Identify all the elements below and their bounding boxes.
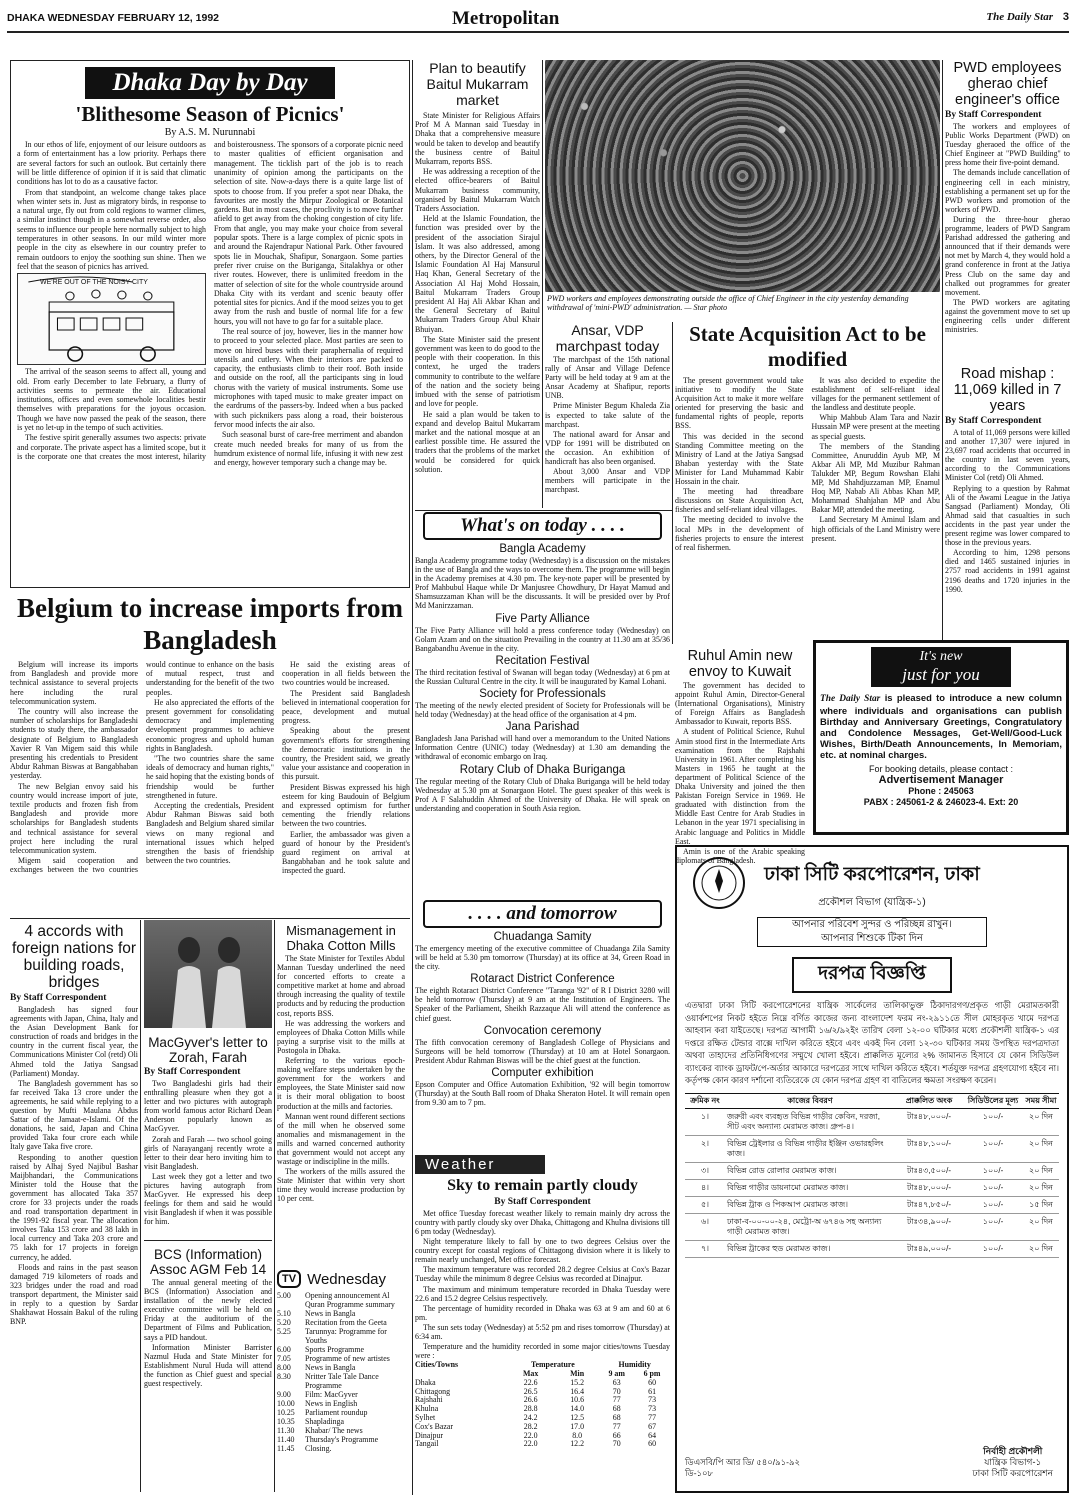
photo-caption: PWD workers and employees demonstrating outside the office of Chief Engineer in the city yesterday demanding withdrawal of 'mini-PWD' administration. — Star photo [547,294,909,312]
tv-show: Sports Programme [305,1345,364,1354]
weather-body: Met office Tuesday forecast weather likely to remain mainly dry across the country with partly cloudy sky over Dhaka, Chittagong and Khulna divisions till 6 pm today (Wednesday). Night temperature likely to fall by one to two degrees Celsius over the country except for coastal regions of Chittagong division where it is likely to remain nearly unchanged, Met office forecast. The maximum temperature was recorded 28.2 degree Celsius at Cox's Bazar Tuesday while the minimum 8 degree Celsius was recorded at Dinajpur. The maximum and minimum temperature recorded in Dhaka Tuesday were 22.6 and 15.2 degree Celsius respectively. The percentage of humidity recorded in Dhaka was 63 at 9 am and 60 at 6 pm. The sun sets today (Wednesday) at 5:52 pm and rises tomorrow (Thursday) at 6:34 am. Temperature and the humidity recorded in some major cities/towns Tuesday were : [415,1208,670,1361]
dcc-slogan-box: আপনার পরিবেশ সুন্দর ও পরিচ্ছন্ন রাখুন। আপনার শিশুকে টিকা দিন [757,917,987,947]
event-title: Rotary Club of Dhaka Buriganga [459,763,626,776]
belgium-headline: Belgium to increase imports from Bangladesh [17,593,403,655]
weather-headline: Sky to remain partly cloudy [447,1177,638,1194]
tv-show: Closing. [305,1444,332,1453]
cartoon-speech-text: WE'RE OUT OF THE NOISY CITY [40,279,148,287]
weather-row: Dinajpur 22.0 8.0 66 64 [415,1430,657,1440]
accords-headline: 4 accords with foreign nations for building roads, bridges [11,923,137,991]
section-title: Metropolitan [452,8,560,29]
dcc-table: ক্রমিক নং কাজের বিবরণ প্রাক্কলিত অংক সিডিউলের মূল্য সময় সীমা ১। জরুরী এবং ব্যবহৃত বিভিন্ন গাড়ীর কেবিন, দরজা, সীট এবং অন্যান্য মেরামত কাজ। গ্রুপ-৪। টাঃ৪৮,০০০/- ১০০/- ২০ দিন ২। বিভিন্ন ট্রেইলার ও বিভিন্ন গাড়ীর ইঞ্জিন ওভারহলিং কাজ। টাঃ৪৮,১০০/- ১০০/- ২০ দিন ৩। বিভিন্ন রোড রোলার মেরামত কাজ। টাঃ৪৩,৫০০/- ১০০/- ২০ দিন ৪। বিভিন্ন গাড়ীর ডায়নামো মেরামত কাজ। টাঃ৪৮,০০০/- ১০০/- ২০ দিন ৫। বিভিন্ন ট্রাক ও পিকআপ মেরামত কাজ। টাঃ৪৭,৮৫০/- ১০০/- ১৫ দিন ৬। ঢাকা-ব-০০-০০-২৪, মেট্রো-অ ৬৭৪৬ সহ অন্যান্য গাড়ী মেরামত কাজ। টাঃ৩৪,৯০০/- ১০০/- ২০ দিন ৭। বিভিন্ন ট্রাকের হুড মেরামত কাজ। টাঃ৪৯,০০০/- ১০০/- ২০ দিন [685,1093,1059,1258]
dcc-body: এতদ্বারা ঢাকা সিটি করপোরেশনের যান্ত্রিক সার্কেলের তালিকাভুক্ত ঠিকাদারগণ/প্রকৃত গাড়ী মেরামতকারী ওয়ার্কশপের নিকট হইতে নিম্নে বর্ণিত কাজের জন্য বাংলাদেশ ফরম নং-২৯১১তে সীল মোহরকৃত খামে দরপত্র আহবান করা যাইতেছে। দরপত্র আগামী ১৬/২/৯২ইং তারিখ বেলা ১২-০০ ঘটিকার মধ্যে প্রকৌশলী যান্ত্রিক-১ এর দপ্তরে রক্ষিত টেন্ডার বাক্সে দাখিল করিতে হইবে এবং একই দিন বেলা ১২-৩০ ঘটিকার সময় উপস্থিত দরপত্রদাতা অথবা তাহাদের প্রতিনিধিগণের সম্মুখে খোলা হইবে। প্রাক্কলিত মূল্যের ২% জামানত হিসাবে যে কোন সিডিউল ব্যাংকের ব্যাংক ড্রাফট/পে-অর্ডার আকারে দরপত্রের সাথে দাখিল করিতে হইবে। শর্তযুক্ত দরপত্র গ্রহণযোগ্য হইবে না। কর্তৃপক্ষ কোন কারণ দর্শানো ব্যতিরেকে যে কোন দরপত্র গ্রহণ বা বাতিলের ক্ষমতা সংরক্ষণ করেন। [685,1000,1059,1085]
dcc-dept: প্রকৌশল বিভাগ (যান্ত্রিক-১) [818,897,926,908]
ansar-article [545,322,670,507]
ad-banner: It's new just for you [871,647,1011,687]
tv-schedule-row [277,1318,405,1327]
macgyver-body: Two Bangladeshi girls had their enthralling pleasure when they got a letter and two pictures with autograph from world famous actor Richard Dean Anderson popularly known as MacGyver. Zorah and Farah — two school going girls of Narayanganj recently wrote a letter to their dear hero inviting him to visit Bangladesh. Last week they got a letter and two pictures having autograph from MacGyver. He expressed his deep feelings for them and said he would visit Bangladesh if when it was possible for him. [144,1079,272,1227]
rule [415,510,673,511]
accords-byline: By Staff Correspondent [10,993,107,1003]
tv-time: 11.40 [277,1435,295,1444]
rule [140,920,141,1492]
dcc-title: ঢাকা সিটি করপোরেশন, ঢাকা [764,864,980,885]
tomorrow-section [415,900,670,1152]
weather-row: Chittagong 26.5 16.4 70 61 [415,1386,657,1396]
belgium-article [10,592,410,915]
tv-schedule-row [277,1363,405,1372]
tv-schedule-row [277,1399,405,1408]
tv-show: Film: MacGyver [305,1390,358,1399]
tv-show: Khabar/ The news [305,1426,363,1435]
baitul-article [415,60,540,510]
daily-star-ad [813,640,1069,835]
tv-time: 8.30 [277,1372,291,1381]
pwd-crowd-photo [545,60,940,292]
ad-body: The Daily Star is pleased to introduce a new column where individuals and organisations can publish Birthday and Anniversary Greetings, Congratulatory and Condolence Messages, Get-Well/Good-Luck Wishes, Birth/Death Announcements, In Memoriam, etc. at nominal charges. [820,692,1062,760]
tomorrow-list [415,931,670,1107]
weather-table: Cities/Towns Temperature Humidity Max Min 9 am 6 pm Dhaka 22.6 15.2 63 60 Chittagong 26.5 16.4 70 61 Rajshahi 26.6 10.6 77 73 Khulna 28.8 14.0 68 73 Sylhet 24.2 12.5 68 77 Cox's Bazar 28.2 17.0 77 67 Dinajpur 22.0 8.0 66 64 Tangail 22.0 12.2 70 60 [415,1361,670,1449]
tender-row: ৩। বিভিন্ন রোড রোলার মেরামত কাজ। টাঃ৪৩,৫০০/- ১০০/- ২০ দিন [685,1162,1059,1179]
weather-byline: By Staff Correspondent [494,1196,591,1207]
masthead [7,8,1069,30]
event-body: Bangladesh Jana Parishad will hand over a memorandum to the United Nations Information Centre (UNIC) today (Wednesday) at 1.30 am demanding the withdrawal of economic embargo on Iraq. [415,734,670,762]
tv-show: Opening announcement Al Quran Programme summary [305,1291,395,1309]
tender-row: ৬। ঢাকা-ব-০০-০০-২৪, মেট্রো-অ ৬৭৪৬ সহ অন্যান্য গাড়ী মেরামত কাজ। টাঃ৩৪,৯০০/- ১০০/- ২০ দিন [685,1213,1059,1240]
mismanagement-article [277,920,405,1265]
road-article [945,366,1070,636]
ad-contact: For booking details, please contact : Advertisement Manager Phone : 245063 PABX : 245061-2 & 246023-4. Ext: 20 [863,764,1019,807]
weather-row: Sylhet 24.2 12.5 68 77 [415,1413,657,1423]
tv-time: 5.20 [277,1318,291,1327]
tv-schedule-row [277,1291,405,1309]
tv-header [277,1270,405,1288]
picnic-bus-cartoon [17,273,206,365]
tv-time: 11.45 [277,1444,295,1453]
event-title: Computer exhibition [491,1066,594,1079]
macgyver-article [144,1032,272,1237]
ansar-body: The marchpast of the 15th national rally of Ansar and Village Defence Party will be held today at 9 am at the Ansar Academy at Shafipur, reports UNB. Prime Minister Begum Khaleda Zia is expected to take salute of the marchpast. The national award for Ansar and VDP for 1991 will be distributed on the occasion. An exhibition of handicraft has also been organised. About 3,000 Ansar and VDP members will participate in the marchpast. [545,355,670,495]
dhaka-day-banner: Dhaka Day by Day [85,67,335,99]
tv-show: Recitation from the Geeta [305,1318,387,1327]
dcc-signature: নির্বাহী প্রকৌশলী যান্ত্রিক বিভাগ-১ ঢাকা সিটি করপোরেশন [972,1446,1053,1478]
tv-schedule-row [277,1309,405,1318]
road-body: A total of 11,069 persons were killed and another 17,307 were injured in 23,697 road accidents that occurred in the country in last seven years, according to the Communications Minister Col (retd) Oli Ahmed. Replying to a question by Rahmat Ali of the Awami League in the Jatiya Sangsad (Parliament) Monday, Oli Ahmad said that casualties in such accidents in the past year under the present regime was lower compared to those in the previous years. According to him, 1298 persons died and 1465 sustained injuries in 2757 road accidents in 1991 against 2196 deaths and 1720 injuries in the 1990. [945,428,1070,594]
tv-schedule-row [277,1408,405,1417]
road-headline: Road mishap : 11,069 killed in 7 years [953,366,1062,414]
bcs-headline: BCS (Information) Assoc AGM Feb 14 [149,1247,267,1277]
dcc-ref: ডিএসবি/পি আর ডি/ ৫৪০/৯১-৯২ ডি-১০৮ [685,1457,801,1478]
state-acq-article [675,322,940,642]
dhaka-day-headline: 'Blithesome Season of Picnics' [75,102,345,126]
event-body: Bangla Academy programme today (Wednesday) is a discussion on the mistakes in the use of Bangla and the ways to overcome them. The programme will begin in the Academy premises at 4.30 pm. The key-note paper will be presented by Prof Mahbubul Haque while Dr Manjusree Chowdhury, Dr Hayat Mamud and Shamsuzzaman Khan will be the discussants. It will be presided over by Prof Md Manirzzaman. [415,556,670,611]
tv-time: 5.10 [277,1309,291,1318]
rule [672,322,673,644]
tv-show: News in Bangla [305,1309,356,1318]
rule [10,918,410,919]
tv-schedule-row [277,1417,405,1426]
ruhul-headline: Ruhul Amin new envoy to Kuwait [687,648,793,680]
tender-row: ৪। বিভিন্ন গাড়ীর ডায়নামো মেরামত কাজ। টাঃ৪৮,০০০/- ১০০/- ২০ দিন [685,1179,1059,1196]
tv-icon: TV [277,1270,301,1288]
tender-row: ৫। বিভিন্ন ট্রাক ও পিকআপ মেরামত কাজ। টাঃ৪৭,৮৫০/- ১০০/- ১৫ দিন [685,1196,1059,1213]
pwd-headline: PWD employees gherao chief engineer's office [953,60,1062,108]
rule [412,60,413,1495]
mismanagement-body: The State Minister for Textiles Abdul Mannan Tuesday underlined the need for concerted efforts to create a competitive market at home and abroad through increasing the quality of textile products and by reducing the production cost, reports BSS. He was addressing the workers and employees of Dhaka Cotton Mills while paying a surprise visit to the mills at Postogola in Dhaka. Referring to the various epoch-making welfare steps undertaken by the government for the workers and employees, the State Minister said now it is their moral obligation to boost production at the mills and factories. Mannan went round different sections of the mill when he observed some anomalies and mismanagement in the mills and warned concerned authority that government would not accept any wastage or indiscipline in the mills. The workers of the mills assured the State Minister that within very short time they would increase production by 10 per cent. [277,954,405,1204]
pwd-byline: By Staff Correspondent [945,110,1042,120]
event-title: Convocation ceremony [483,1024,602,1037]
page-number: 3 [1062,11,1069,23]
dcc-tender-ad [675,845,1069,1493]
masthead-rule [7,31,1069,33]
event-title: Recitation Festival [495,654,590,667]
event-body: The regular meeting of the Rotary Club of Dhaka Buriganga will be held today Wednesday at 5.30 pm at Sonargaon Hotel. The guest speaker of this week is Prof A F Salahuddin Ahmed of the University of Dhaka. He will speak on understanding and cooperation in South Asia region. [415,776,670,813]
bcs-article [144,1244,272,1494]
rule [274,920,275,1492]
tv-schedule-row [277,1390,405,1399]
tv-show: Parliament roundup [305,1408,368,1417]
event-title: Chuadanga Samity [493,931,592,943]
dateline: DHAKA WEDNESDAY FEBRUARY 12, 1992 [7,12,220,24]
tv-schedule-row [277,1372,405,1390]
tv-time: 5.25 [277,1327,291,1336]
event-body: The Five Party Alliance will hold a press conference today (Wednesday) on Golam Azam and on the situation Prevailing in the country at 11.30 am at 35/36 Bangabandhu Avenue in the city. [415,625,670,653]
whats-on-banner: What's on today . . . . [423,512,662,540]
road-byline: By Staff Correspondent [945,416,1042,426]
event-body: The eighth Rotaract District Conference "Taranga '92" of R I District 3280 will be held tomorrow (Thursday) at 9 am at the Institution of Engineers. The Speaker of the Parliament, Sheikh Razzaque Ali will attend the conference as chief guest. [415,986,670,1023]
tv-show: Thursday's Programme [305,1435,379,1444]
tv-time: 6.00 [277,1345,291,1354]
tomorrow-banner: . . . . and tomorrow [423,900,662,928]
event-body: The fifth convocation ceremony of Bangladesh College of Physicians and Surgeons will be held tomorrow (Thursday) at 10 am at Hotel Sonargaon. President Abdur Rahman Biswas will be the chief guest at the function. [415,1037,670,1065]
event-body: The third recitation festival of Swanan will began today (Wednesday) at 6 pm at the Russian Cultural Centre in the city. It will be inaugurated by Kamal Lohani. [415,667,670,686]
event-body: Epson Computer and Office Automation Exhibition, '92 will begin tomorrow (Thursday) at the South Ball room of Dhaka Sheraton Hotel. It will remain open from 9.30 am to 7 pm. [415,1079,670,1108]
tender-row: ২। বিভিন্ন ট্রেইলার ও বিভিন্ন গাড়ীর ইঞ্জিন ওভারহলিং কাজ। টাঃ৪৮,১০০/- ১০০/- ২০ দিন [685,1135,1059,1162]
event-body: The emergency meeting of the executive committee of Chuadanga Zila Samity will be held at 5.30 pm tomorrow (Thursday) at its office at 34, Green Road in the city. [415,944,670,972]
rule [542,60,543,508]
girls-photo [144,920,272,1028]
weather-row: Tangail 22.0 12.2 70 60 [415,1439,657,1449]
accords-body: Bangladesh has signed four agreements with Japan, China, Italy and the Asian Development Bank for construction of roads and bridges in the country in the current fiscal year, the Communications Minister Col (retd) Oli Ahmed told the Jatiya Sangsad (Parliament) Monday. The Bangladesh government has so far received Taka 13 crore under the agreements, he said while replying to a question by Mufti Maulana Abdus Sattar of the Jamaat-e-Islami. Of the donations, he said, Japan and China provided Taka four crore each while Italy gave Taka five crore. Responding to another question raised by Alhaj Syed Najibul Bashar Maijbhandari, the Communications Minister told the House that the government has allocated Taka 357 crore for 33 projects under the roads and road transportation department in the 1991-92 fiscal year. The allocation involves Taka 153 crore and 38 lakh in local currency and Taka 203 crore and 75 lakh for 17 projects in foreign currency, he added. Floods and rains in the past season damaged 719 kilometers of roads and 323 bridges under the road and road transport department, the Minister said in reply to a question by Sardar Shakhawat Hossain Bakul of the ruling BNP. [10,1005,138,1327]
tv-list [277,1291,405,1453]
tv-time: 8.00 [277,1363,291,1372]
rule [144,1240,272,1241]
weather-row: Dhaka 22.6 15.2 63 60 [415,1377,657,1387]
dhaka-day-byline: By A.S. M. Nurunnabi [164,127,256,139]
tv-show: News in English [305,1399,358,1408]
tv-time: 7.05 [277,1354,291,1363]
weather-row: Cox's Bazar 28.2 17.0 77 67 [415,1421,657,1431]
event-title: Bangla Academy [499,543,586,555]
event-body: The meeting of the newly elected president of Society for Professionals will be held today (Wednesday) at the head office of the organisation at 4 pm. [415,701,670,720]
dcc-notice-title: দরপত্র বিজ্ঞপ্তি [792,957,952,993]
accords-article [10,920,138,1492]
tv-day: Wednesday [307,1270,387,1288]
tv-show: Nritter Tale Tale Dance Programme [305,1372,379,1390]
whats-on-section [415,512,670,897]
ad-paper-name: The Daily Star [820,694,881,704]
event-title: Five Party Alliance [495,612,590,625]
macgyver-byline: By Staff Correspondent [144,1067,241,1077]
state-acq-body: The present government would take initiative to modify the State Acquisition Act to make it more welfare oriented for preserving the basic and fundamental rights of people, reports BSS. This was decided in the second Standing Committee meeting on the Ministry of Land at the Jatiya Sangsad Bhaban yesterday with the State Minister for Land Muhammad Kabir Hossain in the chair. The meeting had threadbare discussions on State Acquisition Act, fisheries and self-reliant ideal villages. The meeting decided to involve the local MPs in the development of fisheries projects to ensure the interest of real fishermen. It was also decided to expedite the establishment of self-reliant ideal villages for the permanent settlement of the landless and destitute people. Whip Mahbub Alam Tara and Nazir Hussain MP were present at the meeting as special guests. The members of the Standing Committee, Anuruddin Ayub MP, M Akbar Ali MP, Md Muzibur Rahman Talukder MP, Begum Rowshan Elahi MP, Md Shahdjuzzaman MP, Enamul Hoq MP, Nabab Ali Abbas Khan MP, Mohammad Shahjahan MP and Abu Bakar MP, attended the meeting. Land Secretary M Aminul Islam and high officials of the Land Ministry were present. [675,376,940,552]
dhaka-day-body: In our ethos of life, enjoyment of our leisure outdoors as a form of entertainment has a low priority. Perhaps there are several factors for such an outlook. But certainly there will be little difference of opinion if it is said that climatic conditions has lot to do as a causative factor. From that standpoint, an welcome change takes place when winter sets in. Just as migratory birds, in response to a natural urge, fly out from cold regions to warmer climes, a similar instinct though in a somewhat reverse order, also seems to influence our people here normally subject to high temperatures in other seasons. In our mild winter more people in the city as elsewhere in our country prefer to remain outdoors to enjoy the soothing sun shine. Then we feel that the season of picnics has arrived. WE'RE OUT OF THE NOISY CITY The arrival of the season seems to affect all, young and old. From early December to late February, a flurry of activities seems to permeate the air. Educational institutions, offices and even somewhole localities bestir themselves with preparations for the joyous occasion. Though we have now passed the peak of the season, there is yet no let-up in the tempo of such activities. The festive spirit generally assumes two aspects: private and corporate. The private aspect has a limited scope, but it is the corporate one that creates the most interest, hilarity and boisterousness. The sponsors of a corporate picnic need to master qualities of efficient organisation and management. The ticklish part of the job is to reach unanimity of opinion among the participants on the selection of site. Now-a-days there is a quite large list of spots to choose from. If you prefer a spot near Dhaka, the favourites are mostly the Mirpur Zoological or Botanical gardens. But in most cases, the proclivity is to move further afield to get away from the choking congestion of city life. From that angle, you may make your choice from several popular spots. There is a large complex of picnic spots in and around the Rajendrapur National Park. Other favoured spots lie in Mouchak, Shafipur, Sonargaon. Some parties prefer river cruise on the Buriganga, Sitalakhya or other river routes. However, there is unlimited freedom in the matter of selection of site for the whole countryside around Dhaka City with its verdant and scenic beauty offer potential sites for picnics. And if the mood seizes you to get away from the rush and bustle of normal life for a few hours, you will not have to go far for a suitable place. The real source of joy, however, lies in the manner how to proceed to your selected place. Most parties are seen to move on hired buses with their paraphernalia of required utensils and cutlery. When their interiors are packed to capacity, the enthusiasts climb to their roof. Both inside and outside on the roof, all the participants sing in loud chorus with the variety of musical instruments. Some use microphones with taped music to make greater impact on the eardrums of the passers-by. Indeed when a bus packed with such picknikers pass along a road, their boisterous fervor mood infects the air also. Such seasonal burst of care-free merriment and abandon create much needed breaks for many of us from the humdrum existence of normal life, infusing it with new zest and energy, however temporary such a change may be. [17,140,403,468]
dhaka-day-article [10,60,410,588]
tv-schedule-row [277,1345,405,1354]
weather-row: Khulna 28.8 14.0 68 73 [415,1404,657,1414]
tv-time: 10.25 [277,1408,295,1417]
event-title: Rotaract District Conference [470,973,615,986]
tv-schedule [277,1270,405,1494]
whats-on-list [415,543,670,813]
weather-banner: Weather [415,1155,545,1174]
baitul-body: State Minister for Religious Affairs Prof M A Mannan said Tuesday in Dhaka that a comprehensive measure would be taken to develop and beautify the business centre of Baitul Mukarram, reports BSS. He was addressing a reception of the elected office-bearers of Baitul Mukarram business community, organised by Baitul Mukarram Watch Traders Association. Held at the Islamic Foundation, the function was presided over by the president of the association Sirajul Islam. It was also addressed, among others, by the Director General of the Islamic Foundation Al Haj Mansurul Haq Khan, General Secretary of the Association Al Haj Mohd Hossain, Baitul Mukarram Traders Group president Al Haj Ali Akbar Khan and the General Secretary of Baitul Mukarram Traders Group Abul Khair Bhuiyan. The State Minister said the present government was keen to do good to the people with their cooperation. In this context, he urged the traders community to contribute to the welfare of the nation and the society being imbued with the sense of patriotism and love for people. He said a plan would be taken to expand and develop Baitul Mukarram market and the national mosque at an earliest possible time. He assured the traders that the problems of the market would be considered for quick solution. [415,111,540,474]
tv-time: 9.00 [277,1390,291,1399]
tv-show: News in Bangla [305,1363,356,1372]
tv-time: 10.00 [277,1399,295,1408]
tv-show: Tarunnya: Programme for Youths [305,1327,387,1345]
tv-schedule-row [277,1327,405,1345]
state-acq-headline: State Acquisition Act to be modified [689,322,926,371]
belgium-body: Belgium will increase its imports from Bangladesh and provide more technical assistance to several projects here including the rural telecommunication system. The country will also increase the number of scholarships for Bangladeshi students to study there, the ambassador designate of Belgium to Bangladesh Xavier R Van Migem said this while presenting his credentials to President Abdur Rahman Biswas at Bangabhaban yesterday. The new Belgian envoy said his country would increase import of jute, textile products and frozen fish from Bangladesh and provide more scholarships for Bangladesh students and technical assistance for several project here including the rural telecommunication system. Migem said cooperation and exchanges between the two countries would continue to enhance on the basis of mutual respect, trust and understanding for the benefit of the two peoples. He also appreciated the efforts of the present government for consolidating democracy and implementing development programmes to achieve economic progress and uphold human rights in Bangladesh. "The two countries share the same ideals of democracy and human rights," he said hoping that the existing bonds of friendship would be further strengthened in future. Accepting the credentials, President Abdur Rahman Biswas said both Bangladesh and Belgium shared similar views on many regional and international issues which helped strengthen the basis of friendship between the two countries. He said the existing areas of cooperation in all fields between the two countries would be increased. The President said Bangladesh believed in international cooperation for peace, development and mutual progress. Speaking about the present government's efforts for strengthening the democratic institutions in the country, the President said, we greatly value your assistance and cooperation in this pursuit. President Biswas expressed his high esteem for king Baudouin of Belgium and expressed optimism for further cementing the friendly relations between the two countries. Earlier, the ambassador was given a guard of honour by the President's guard regiment on arrival at Bangabhaban and he took salute and inspected the guard. [10,660,410,876]
tender-row: ১। জরুরী এবং ব্যবহৃত বিভিন্ন গাড়ীর কেবিন, দরজা, সীট এবং অন্যান্য মেরামত কাজ। গ্রুপ-৪। টাঃ৪৮,০০০/- ১০০/- ২০ দিন [685,1108,1059,1135]
baitul-headline: Plan to beautify Baitul Mukarram market [426,60,529,108]
ruhul-body: The government has decided to appoint Ruhul Amin, Director-General (International Organisations), Ministry of Foreign Affairs as Bangladesh Ambassador to Kuwait, reports BSS. A student of Political Science, Ruhul Amin stood first in the Intermediate Arts examination from the Rajshahi University in 1961. After completing his Masters in 1965 he taught at the department of Political Science of the Dhaka University and joined the then Pakistan Foreign Service in 1969. He graduated with distinction from the Middle East Centre for Arab Studies in Lebanon in the year 1971 specialising in Arabic language and Politics in Middle East. Amin is one of the Arabic speaking diplomats of Bangladesh. [675,681,805,865]
rule [942,60,943,640]
tv-schedule-row [277,1354,405,1363]
macgyver-headline: MacGyver's letter to Zorah, Farah [148,1035,268,1065]
tv-schedule-row [277,1444,405,1453]
tv-time: 11.30 [277,1426,295,1435]
tv-show: Shapladinga [305,1417,345,1426]
pwd-body: The workers and employees of Public Works Department (PWD) on Tuesday gheraoed the office of the Chief Engineer at "PWD Building" to press home their five-point demand. The demands include cancellation of engineering cell in each ministry, establishing a permanent set up for the PWD workers and promotion of the workers of PWD. During the three-hour gherao programme, leaders of PWD Sangram Parishad addressed the gathering and announced that if their demands were not met by March 4, they would hold a grand conference in front at the Jatiya Press Club on the same day and chalked out programmes for greater movement. The PWD workers are agitating against the government move to set up engineering cells under different ministries. [945,122,1070,335]
tv-schedule-row [277,1435,405,1444]
ansar-headline: Ansar, VDP marchpast today [555,322,660,354]
tv-time: 5.00 [277,1291,291,1300]
event-title: Society for Professionals [479,688,606,701]
paper-name: The Daily Star [986,11,1053,23]
weather-row: Rajshahi 26.6 10.6 77 73 [415,1395,657,1405]
tv-time: 10.35 [277,1417,295,1426]
tv-show: Programme of new artistes [305,1354,390,1363]
event-title: Jana Parishad [505,721,580,734]
tv-schedule-row [277,1426,405,1435]
mismanagement-headline: Mismanagement in Dhaka Cotton Mills [286,923,396,953]
dcc-emblem-icon [693,857,745,909]
bcs-body: The annual general meeting of the BCS (Information) Association and installation of the newly elected executive committee will be held on Friday at the auditorium of the Department of Films and Publication, says a PID handout. Information Minister Barrister Nazmul Huda and State Minister for Establishment Nurul Huda will attend the function as Chief guest and special guest respectively. [144,1278,272,1389]
pwd-article [945,60,1070,365]
tender-row: ৭। বিভিন্ন ট্রাকের হুড মেরামত কাজ। টাঃ৪৯,০০০/- ১০০/- ২০ দিন [685,1240,1059,1257]
weather-section [415,1155,670,1495]
